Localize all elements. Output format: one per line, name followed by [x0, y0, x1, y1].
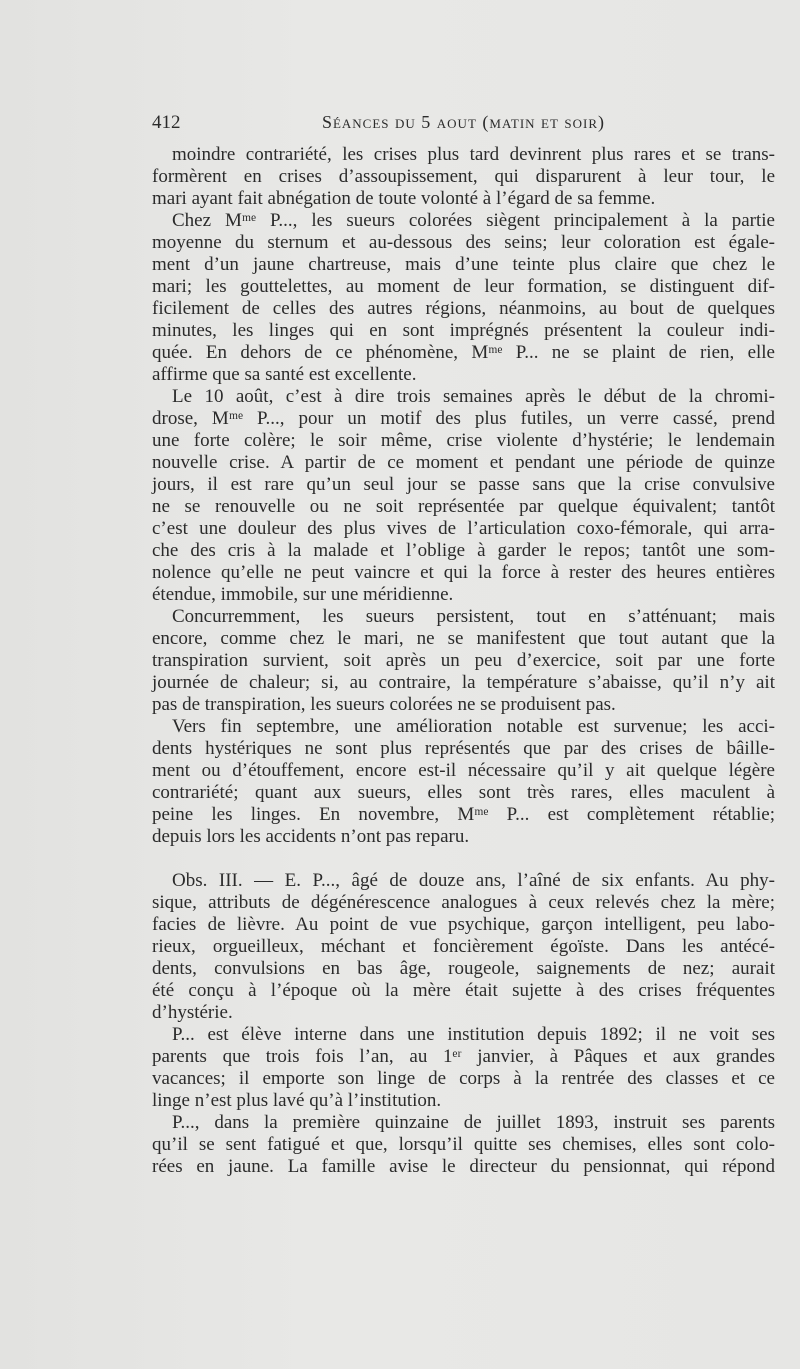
text-line: Obs. III. — E. P..., âgé de douze ans, l’aîné de six enfants. Au phy- [172, 870, 775, 891]
paragraph [152, 210, 775, 386]
text-line: nolence qu’elle ne peut vaincre et qui la force à rester des heures entières [152, 562, 775, 583]
paragraph [152, 1024, 775, 1112]
page-number: 412 [152, 112, 181, 133]
text-line: d’hystérie. [152, 1002, 233, 1023]
text-line: drose, Mᵐᵉ P..., pour un motif des plus futiles, un verre cassé, prend [152, 408, 775, 429]
text-line: moindre contrariété, les crises plus tard devinrent plus rares et se trans- [172, 144, 775, 165]
page-body-text [152, 144, 775, 1178]
text-line: formèrent en crises d’assoupissement, qui disparurent à leur tour, le [152, 166, 775, 187]
paragraph [152, 386, 775, 606]
text-line: depuis lors les accidents n’ont pas reparu. [152, 826, 470, 847]
text-line: rées en jaune. La famille avise le directeur du pensionnat, qui répond [152, 1156, 775, 1177]
text-line: contrariété; quant aux sueurs, elles sont très rares, elles maculent à [152, 782, 775, 803]
text-line: jours, il est rare qu’un seul jour se passe sans que la crise convulsive [152, 474, 775, 495]
text-line: mari ayant fait abnégation de toute volonté à l’égard de sa femme. [152, 188, 656, 209]
text-line: mari; les gouttelettes, au moment de leur formation, se distinguent dif- [152, 276, 775, 297]
text-line: rieux, orgueilleux, méchant et foncièrement égoïste. Dans les antécé- [152, 936, 775, 957]
text-line: dents, convulsions en bas âge, rougeole, saignements de nez; aurait [152, 958, 775, 979]
text-line: P... est élève interne dans une institution depuis 1892; il ne voit ses [172, 1024, 775, 1045]
paragraph [152, 716, 775, 848]
text-line: parents que trois fois l’an, au 1ᵉʳ janvier, à Pâques et aux grandes [152, 1046, 775, 1067]
text-line: ment ou d’étouffement, encore est-il nécessaire qu’il y ait quelque légère [152, 760, 775, 781]
text-line: Concurremment, les sueurs persistent, tout en s’atténuant; mais [172, 606, 775, 627]
running-title: Séances du 5 aout (matin et soir) [321, 112, 606, 132]
text-line: qu’il se sent fatigué et que, lorsqu’il quitte ses chemises, elles sont colo- [152, 1134, 775, 1155]
text-line: peine les linges. En novembre, Mᵐᵉ P... est complètement rétablie; [152, 804, 775, 825]
paragraph [152, 870, 775, 1024]
text-line: Vers fin septembre, une amélioration notable est survenue; les acci- [172, 716, 775, 737]
text-line: P..., dans la première quinzaine de juillet 1893, instruit ses parents [172, 1112, 775, 1133]
paragraph [152, 606, 775, 716]
text-line: une forte colère; le soir même, crise violente d’hystérie; le lendemain [152, 430, 775, 451]
paragraph [152, 144, 775, 210]
text-line: transpiration survient, soit après un peu d’exercice, soit par une forte [152, 650, 775, 671]
text-line: linge n’est plus lavé qu’à l’institution. [152, 1090, 442, 1111]
text-line: ment d’un jaune chartreuse, mais d’une teinte plus claire que chez le [152, 254, 775, 275]
text-line: vacances; il emporte son linge de corps à la rentrée des classes et ce [152, 1068, 775, 1089]
text-line: encore, comme chez le mari, ne se manifestent que tout autant que la [152, 628, 775, 649]
text-line: journée de chaleur; si, au contraire, la température s’abaisse, qu’il n’y ait [152, 672, 775, 693]
text-line: ne se renouvelle ou ne soit représentée par quelque équivalent; tantôt [152, 496, 775, 517]
text-line: Le 10 août, c’est à dire trois semaines après le début de la chromi- [172, 386, 775, 407]
text-line: Chez Mᵐᵉ P..., les sueurs colorées siègent principalement à la partie [172, 210, 775, 231]
page-header [152, 112, 775, 136]
text-line: étendue, immobile, sur une méridienne. [152, 584, 454, 605]
text-line: sique, attributs de dégénérescence analogues à ceux relevés chez la mère; [152, 892, 775, 913]
text-line: quée. En dehors de ce phénomène, Mᵐᵉ P... ne se plaint de rien, elle [152, 342, 775, 363]
text-line: nouvelle crise. A partir de ce moment et pendant une période de quinze [152, 452, 775, 473]
paragraph [152, 1112, 775, 1178]
text-line: affirme que sa santé est excellente. [152, 364, 417, 385]
text-line: ficilement de celles des autres régions, néanmoins, au bout de quelques [152, 298, 775, 319]
text-line: minutes, les linges qui en sont imprégnés présentent la couleur indi- [152, 320, 775, 341]
text-line: c’est une douleur des plus vives de l’articulation coxo-fémorale, qui arra- [152, 518, 775, 539]
text-line: facies de lièvre. Au point de vue psychique, garçon intelligent, peu labo- [152, 914, 775, 935]
text-line: pas de transpiration, les sueurs colorées ne se produisent pas. [152, 694, 616, 715]
text-line: dents hystériques ne sont plus représentés que par des crises de bâille- [152, 738, 775, 759]
text-line: moyenne du sternum et au-dessous des seins; leur coloration est égale- [152, 232, 775, 253]
text-line: che des cris à la malade et l’oblige à garder le repos; tantôt une som- [152, 540, 775, 561]
text-line: été conçu à l’époque où la mère était sujette à des crises fréquentes [152, 980, 775, 1001]
